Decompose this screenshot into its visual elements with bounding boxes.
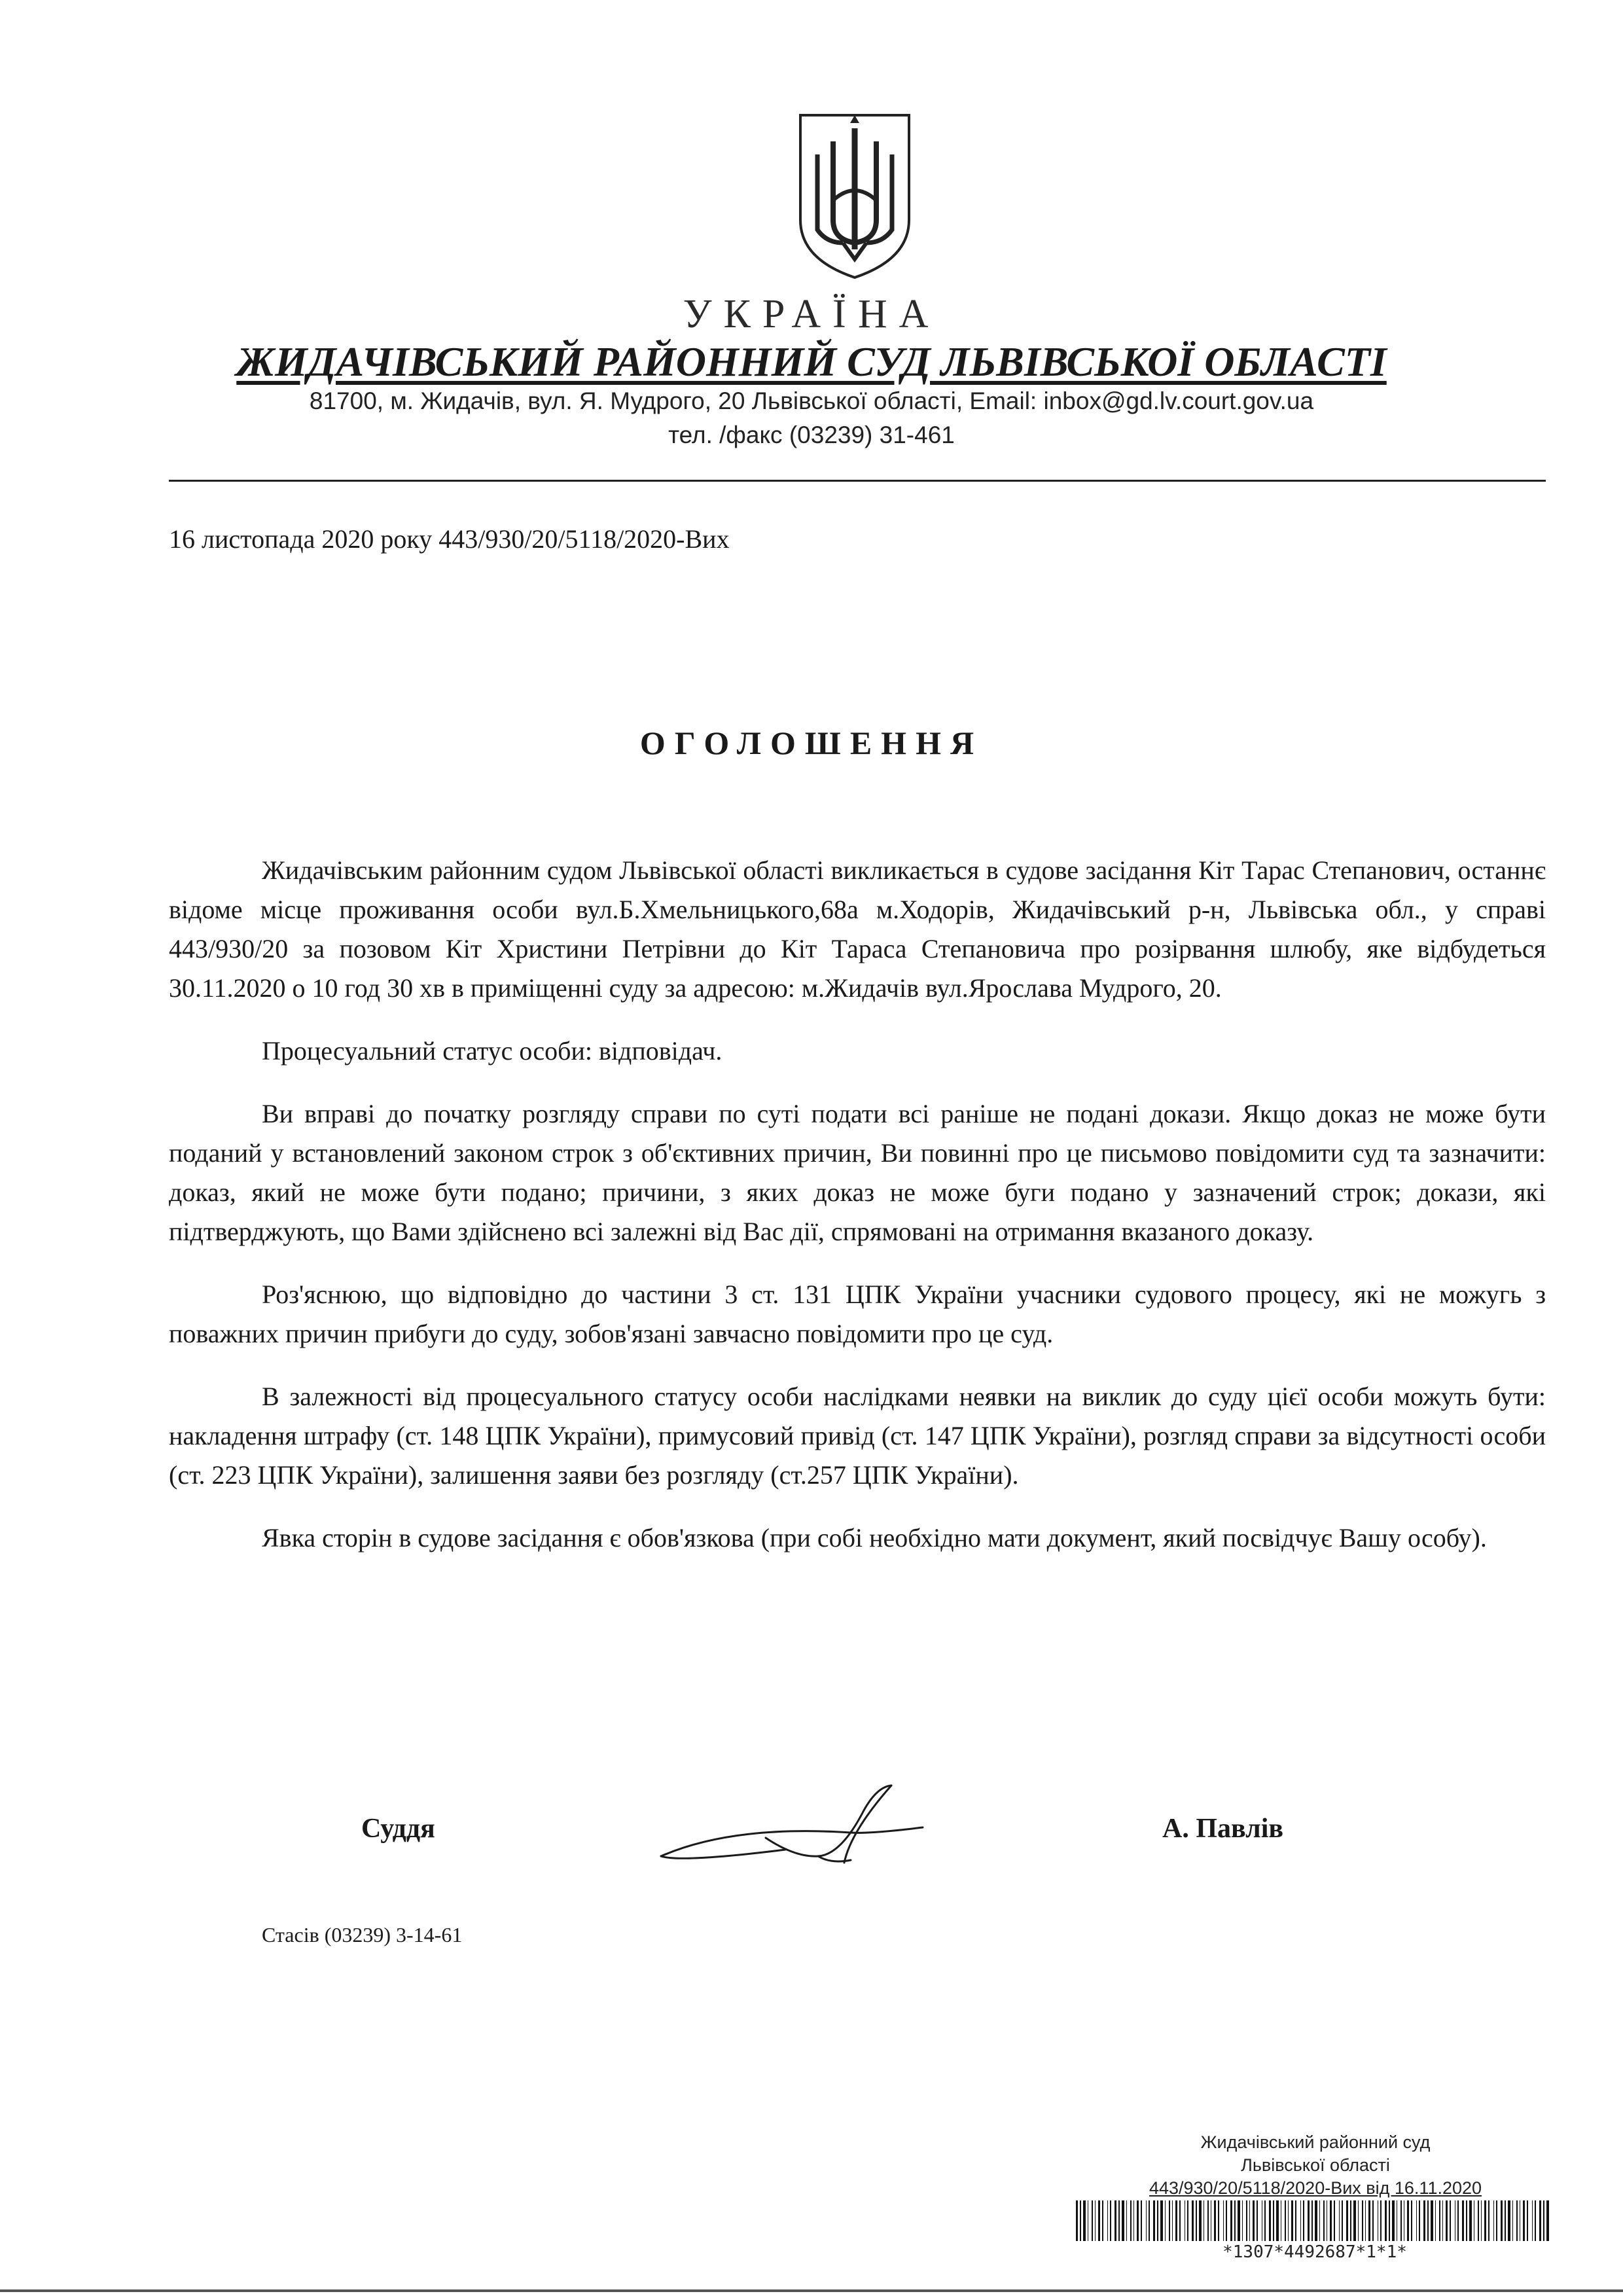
document-title: ОГОЛОШЕННЯ xyxy=(639,725,984,761)
contact-person: Стасів (03239) 3-14-61 xyxy=(262,1923,463,1946)
coat-of-arms-icon xyxy=(794,109,916,283)
judge-name: А. Павлів xyxy=(1162,1814,1284,1844)
header-divider xyxy=(169,480,1546,482)
paragraph-evidence: Ви вправі до початку розгляду справи по суті подати всі раніше не подані докази. Якщо доказ не може бути поданий у встановлений законом строк з об'єктивних причин, Ви повинні про це письмово повідомити суд та зазначити: доказ, який не може бути подано; причини, з яких доказ не може буги подано у зазначений строк; докази, які підтверджують, що Вами здійснено всі залежні від Вас дії, спрямовані на отримання вказаного доказу. xyxy=(169,1099,1546,1246)
scan-edge xyxy=(0,2289,1623,2292)
barcode-number: *1307*4492687*1*1* xyxy=(1222,2242,1407,2262)
document-body xyxy=(169,851,1546,1581)
judge-label: Суддя xyxy=(361,1814,435,1844)
barcode-icon xyxy=(1076,2200,1554,2241)
paragraph-notice: Роз'яснюю, що відповідно до частини 3 ст. 131 ЦПК України учасники судового процесу, які не можугь з поважних причин прибуги до суду, зобов'язані завчасно повідомити про це суд. xyxy=(169,1280,1546,1348)
registration-stamp xyxy=(1073,2131,1558,2200)
signature-icon xyxy=(654,1779,929,1871)
paragraph-summons: Жидачівським районним судом Львівської області викликається в судове засідання Кіт Тарас Степанович, останнє відоме місце проживання особи вул.Б.Хмельницького,68а м.Ходорів, Жидачівський р-н, Львівська обл., у справі 443/930/20 за позовом Кіт Христини Петрівни до Кіт Тараса Степановича про розірвання шлюбу, яке відбудеться 30.11.2020 о 10 год 30 хв в приміщенні суду за адресою: м.Жидачів вул.Ярослава Мудрого, 20. xyxy=(169,855,1546,1003)
court-phone: тел. /факс (03239) 31-461 xyxy=(668,422,955,448)
paragraph-status: Процесуальний статус особи: відповідач. xyxy=(262,1036,722,1066)
stamp-court-line: Жидачівський районний суд xyxy=(1200,2132,1431,2152)
stamp-reference: 443/930/20/5118/2020-Вих від 16.11.2020 xyxy=(1149,2178,1482,2198)
court-name: ЖИДАЧІВСЬКИЙ РАЙОННИЙ СУД ЛЬВІВСЬКОЇ ОБЛАСТІ xyxy=(236,338,1387,385)
paragraph-attendance: Явка сторін в судове засідання є обов'язкова (при собі необхідно мати документ, який посвідчує Вашу особу). xyxy=(262,1523,1487,1552)
court-address: 81700, м. Жидачів, вул. Я. Мудрого, 20 Львівської області, Email: inbox@gd.lv.court.gov.ua xyxy=(309,387,1314,414)
stamp-region-line: Львівської області xyxy=(1241,2155,1390,2175)
paragraph-consequences: В залежності від процесуального статусу особи наслідками неявки на виклик до суду цієї особи можуть бути: накладення штрафу (ст. 148 ЦПК України), примусовий привід (ст. 147 ЦПК України), розгляд справи за відсутності особи (ст. 223 ЦПК України), залишення заяви без розгляду (ст.257 ЦПК України). xyxy=(169,1382,1546,1490)
date-reference: 16 листопада 2020 року 443/930/20/5118/2020-Вих xyxy=(169,524,730,554)
country-heading: УКРАЇНА xyxy=(683,292,940,336)
